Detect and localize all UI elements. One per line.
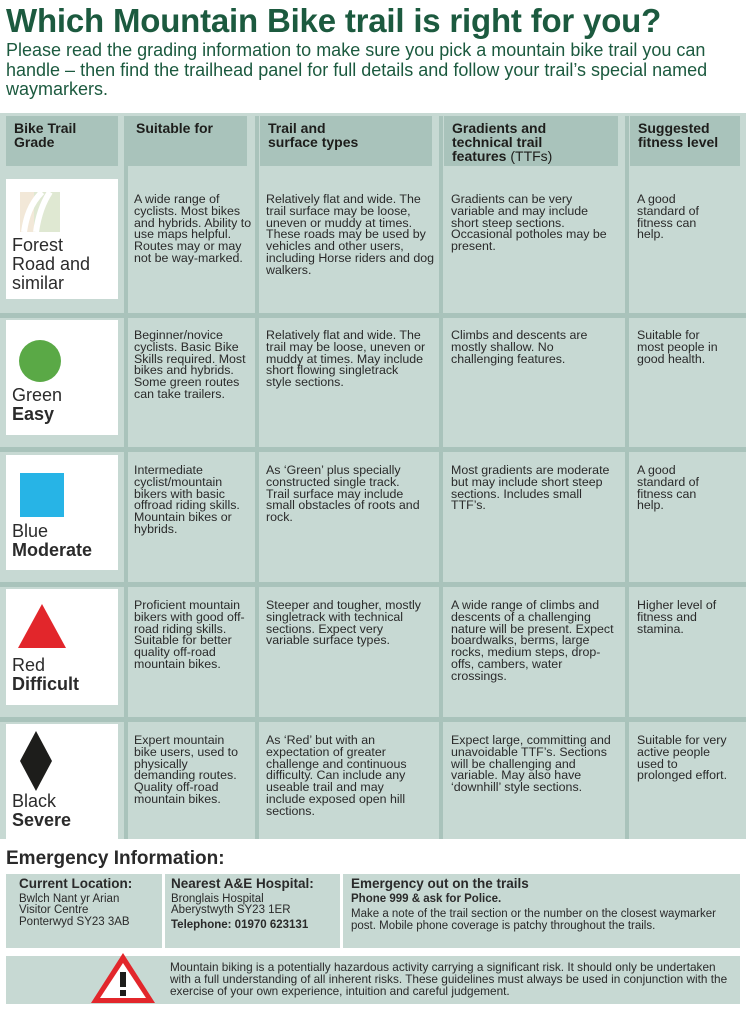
fitness-cell: Suitable for most people in good health. xyxy=(637,328,718,366)
blue-square-icon xyxy=(20,473,64,517)
row-divider xyxy=(0,313,746,318)
grade-label-blue: Blue Moderate xyxy=(12,521,93,560)
gradients-cell: Gradients can be very variable and may include short steep sections. Occasional potholes may be present. xyxy=(451,192,607,254)
header-suitable: Suitable for xyxy=(128,116,247,166)
warning-panel xyxy=(6,956,740,1004)
row-divider xyxy=(0,717,746,722)
red-triangle-icon xyxy=(17,603,67,649)
intro-text: Please read the grading information to make sure you pick a mountain bike trail you can handle – then find the trailhead panel for full details and follow your trail’s special named waymarkers. xyxy=(6,40,708,99)
emergency-title: Emergency Information: xyxy=(6,848,225,869)
warning-icon xyxy=(88,950,158,1006)
trail-cell: As ‘Red’ but with an expectation of greater challenge and continuous difficulty. Can include any useable trail and may include exposed open hill sections. xyxy=(266,733,407,818)
gradients-cell: Expect large, committing and unavoidable TTF’s. Sections will be challenging and variable. May also have ‘downhill’ style sections. xyxy=(451,733,611,795)
gradients-cell: Climbs and descents are mostly shallow. No challenging features. xyxy=(451,328,588,366)
column-divider xyxy=(439,116,443,839)
header-grade: Bike Trail Grade xyxy=(6,116,118,166)
current-location: Current Location: Bwlch Nant yr Arian Visitor Centre Ponterwyd SY23 3AB xyxy=(19,876,133,928)
fitness-cell: A good standard of fitness can help. xyxy=(637,463,699,513)
header-trail: Trail and surface types xyxy=(260,116,432,166)
nearest-hospital: Nearest A&E Hospital: Bronglais Hospital Aberystwyth SY23 1ER Telephone: 01970 623131 xyxy=(171,876,314,931)
fitness-cell: Suitable for very active people used to prolonged effort. xyxy=(637,733,728,783)
page-title: Which Mountain Bike trail is right for you? xyxy=(6,2,662,39)
emergency-trails: Emergency out on the trails Phone 999 & ask for Police. Make a note of the trail section or the number on the closest waymarker post. Mobile phone coverage is patchy throughout the trails. xyxy=(351,876,716,932)
suitable-cell: Expert mountain bike users, used to physically demanding routes. Quality off-road mountain bikes. xyxy=(134,733,239,806)
header-fitness: Suggested fitness level xyxy=(630,116,740,166)
trail-cell: Relatively flat and wide. The trail surface may be loose, uneven or muddy at times. These roads may be used by vehicles and other users, including Horse riders and dog walkers. xyxy=(266,192,435,277)
emergency-panel xyxy=(6,874,740,948)
warning-text: Mountain biking is a potentially hazardous activity carrying a significant risk. It should only be undertaken with a full understanding of all inherent risks. These guidelines must always be used in conjunction with the exercise of your own experience, intuition and careful judgement. xyxy=(170,960,728,998)
suitable-cell: Proficient mountain bikers with good off-road riding skills. Suitable for better quality off-road mountain bikes. xyxy=(134,598,245,671)
suitable-cell: A wide range of cyclists. Most bikes and hybrids. Ability to use maps helpful. Routes may or may not be way-marked. xyxy=(134,192,252,265)
column-divider xyxy=(124,116,128,839)
grade-label-red: Red Difficult xyxy=(12,655,79,694)
fitness-cell: A good standard of fitness can help. xyxy=(637,192,699,242)
column-divider xyxy=(255,116,259,839)
gradients-cell: A wide range of climbs and descents of a challenging nature will be present. Expect boardwalks, berms, large rocks, medium steps, drop-offs, cambers, water crossings. xyxy=(451,598,614,683)
column-divider xyxy=(625,116,629,839)
grade-label-black: Black Severe xyxy=(12,791,72,830)
black-diamond-icon xyxy=(20,731,52,791)
grade-label-forest-road: Forest Road and similar xyxy=(12,235,91,293)
fitness-cell: Higher level of fitness and stamina. xyxy=(637,598,717,636)
row-divider xyxy=(0,582,746,587)
panel-divider xyxy=(340,874,343,948)
trail-cell: As ‘Green’ plus specially constructed single track. Trail surface may include small obstacles of roots and rock. xyxy=(266,463,420,525)
trail-cell: Steeper and tougher, mostly singletrack with technical sections. Expect very variable surface types. xyxy=(266,598,421,648)
suitable-cell: Intermediate cyclist/mountain bikers with basic offroad riding skills. Mountain bikes or hybrids. xyxy=(134,463,240,536)
green-circle-icon xyxy=(17,338,63,384)
forest-road-icon xyxy=(20,192,60,232)
header-gradients: Gradients and technical trail features (TTFs) xyxy=(444,116,618,166)
gradients-cell: Most gradients are moderate but may include short steep sections. Includes small TTF’s. xyxy=(451,463,610,513)
panel-divider xyxy=(162,874,165,948)
row-divider xyxy=(0,447,746,452)
trail-cell: Relatively flat and wide. The trail may be loose, uneven or muddy at times. May include short flowing singletrack style sections. xyxy=(266,328,426,390)
grade-label-green: Green Easy xyxy=(12,385,63,424)
suitable-cell: Beginner/novice cyclists. Basic Bike Skills required. Most bikes and hybrids. Some green routes can take trailers. xyxy=(134,328,246,401)
